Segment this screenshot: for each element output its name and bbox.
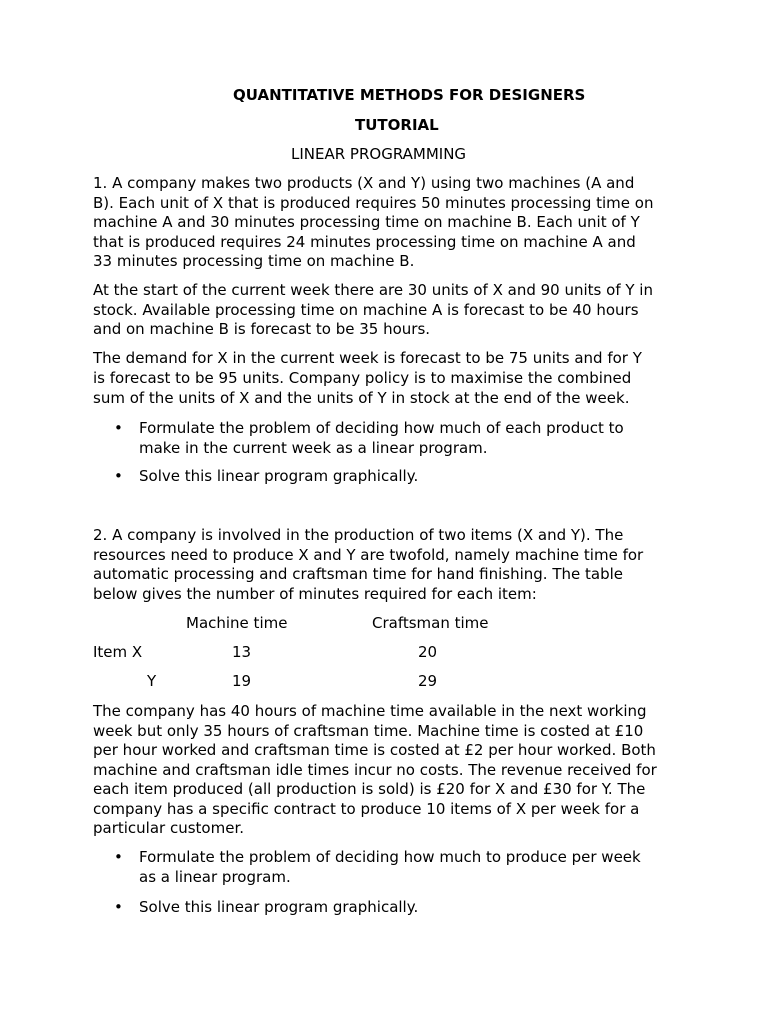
q2-bullet-2-line: Solve this linear program graphically. bbox=[139, 898, 419, 916]
table-cell-craftsman: 20 bbox=[418, 643, 438, 661]
topic-heading: LINEAR PROGRAMMING bbox=[291, 145, 467, 163]
q2-bullet-1-line: as a linear program. bbox=[139, 868, 291, 886]
q2-para1-line: automatic processing and craftsman time for hand finishing. The table bbox=[93, 565, 623, 583]
q2-para2-line: week but only 35 hours of craftsman time. Machine time is costed at £10 bbox=[93, 721, 644, 740]
q1-para3-line: The demand for X in the current week is forecast to be 75 units and for Y bbox=[93, 349, 642, 367]
table-cell-craftsman: 29 bbox=[418, 672, 438, 690]
q2-para2-line: The company has 40 hours of machine time available in the next working bbox=[93, 702, 647, 720]
document-title: QUANTITATIVE METHODS FOR DESIGNERS bbox=[233, 86, 586, 104]
q1-bullet-1-line: make in the current week as a linear program. bbox=[139, 438, 488, 457]
bullet-marker: • bbox=[114, 467, 123, 485]
q2-para2-line: machine and craftsman idle times incur no costs. The revenue received for bbox=[93, 760, 657, 779]
q2-para2-line: each item produced (all production is sold) is £20 for X and £30 for Y. The bbox=[93, 780, 646, 798]
q1-para1-line: 33 minutes processing time on machine B. bbox=[93, 252, 415, 270]
q1-para1-line: B). Each unit of X that is produced requires 50 minutes processing time on bbox=[93, 193, 654, 212]
q1-para1-line: that is produced requires 24 minutes processing time on machine A and bbox=[93, 232, 636, 251]
q2-para1-line: below gives the number of minutes required for each item: bbox=[93, 584, 537, 603]
bullet-marker: • bbox=[114, 419, 123, 437]
q2-para2-line: company has a specific contract to produce 10 items of X per week for a bbox=[93, 799, 640, 818]
q1-bullet-1-line: Formulate the problem of deciding how much of each product to bbox=[139, 419, 624, 437]
document-subtitle: TUTORIAL bbox=[355, 116, 439, 134]
q2-para1-line: resources need to produce X and Y are twofold, namely machine time for bbox=[93, 545, 644, 564]
q1-para1-line: 1. A company makes two products (X and Y) using two machines (A and bbox=[93, 174, 635, 192]
q1-para2-line: stock. Available processing time on machine A is forecast to be 40 hours bbox=[93, 300, 639, 319]
bullet-marker: • bbox=[114, 898, 123, 916]
q2-bullet-1-line: Formulate the problem of deciding how much to produce per week bbox=[139, 848, 641, 866]
table-cell-machine: 19 bbox=[232, 672, 252, 690]
q1-para3-line: is forecast to be 95 units. Company policy is to maximise the combined bbox=[93, 369, 632, 387]
table-cell-machine: 13 bbox=[232, 643, 252, 661]
bullet-marker: • bbox=[114, 848, 123, 866]
table-row-label: Y bbox=[147, 672, 157, 690]
q1-para3-line: sum of the units of X and the units of Y in stock at the end of the week. bbox=[93, 388, 630, 407]
table-row-label: Item X bbox=[93, 643, 143, 661]
q1-para1-line: machine A and 30 minutes processing time on machine B. Each unit of Y bbox=[93, 213, 640, 231]
q1-para2-line: and on machine B is forecast to be 35 hours. bbox=[93, 320, 431, 338]
q2-para1-line: 2. A company is involved in the production of two items (X and Y). The bbox=[93, 526, 624, 544]
table-header-craftsman-time: Craftsman time bbox=[372, 614, 489, 632]
q1-bullet-2-line: Solve this linear program graphically. bbox=[139, 467, 419, 485]
q2-para2-line: particular customer. bbox=[93, 819, 245, 837]
table-header-machine-time: Machine time bbox=[186, 614, 288, 632]
q1-para2-line: At the start of the current week there are 30 units of X and 90 units of Y in bbox=[93, 281, 653, 299]
q2-para2-line: per hour worked and craftsman time is costed at £2 per hour worked. Both bbox=[93, 741, 656, 759]
